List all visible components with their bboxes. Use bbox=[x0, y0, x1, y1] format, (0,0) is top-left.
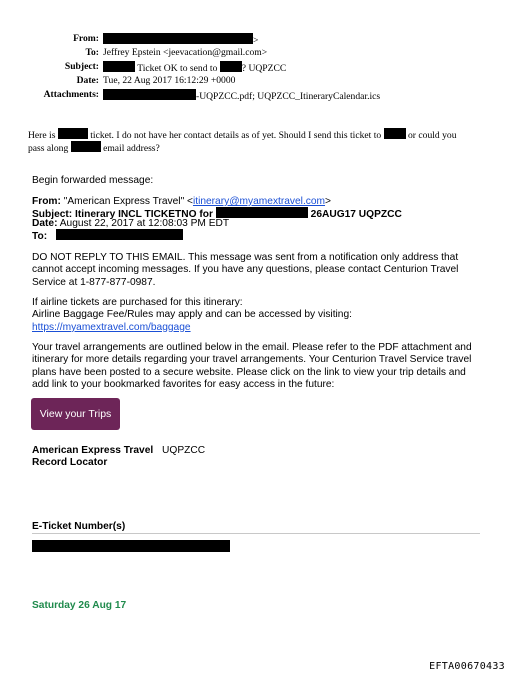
fwd-from-close: > bbox=[325, 196, 331, 207]
fwd-from-label: From: bbox=[32, 196, 61, 207]
redaction bbox=[216, 207, 308, 218]
redaction bbox=[58, 128, 88, 139]
fwd-date-value: August 22, 2017 at 12:08:03 PM EDT bbox=[59, 218, 230, 229]
redaction bbox=[103, 89, 196, 100]
redaction bbox=[32, 540, 230, 552]
locator-code: UQPZCC bbox=[162, 445, 206, 456]
fwd-from-email-link[interactable]: itinerary@myamextravel.com bbox=[192, 196, 326, 207]
eticket-number bbox=[32, 540, 230, 554]
redaction bbox=[384, 128, 406, 139]
baggage-link[interactable]: https://myamextravel.com/baggage bbox=[32, 321, 191, 333]
redaction bbox=[220, 61, 242, 72]
from-value bbox=[103, 33, 258, 46]
fwd-subject-label: Subject: bbox=[32, 209, 73, 220]
redaction bbox=[103, 61, 135, 72]
locator-label: Record Locator bbox=[32, 457, 108, 468]
note-line-2 bbox=[28, 141, 160, 154]
baggage-line-1: If airline tickets are purchased for this itinerary: bbox=[32, 297, 243, 308]
note-text: ticket. I do not have her contact details as of yet. Should I send this ticket to bbox=[90, 130, 382, 141]
itinerary-date-heading: Saturday 26 Aug 17 bbox=[32, 600, 127, 611]
date-label: Date: bbox=[76, 75, 99, 86]
document-id: EFTA00670433 bbox=[429, 661, 505, 672]
baggage-paragraph bbox=[32, 297, 482, 334]
redaction bbox=[56, 229, 183, 240]
attachments-value bbox=[103, 89, 380, 102]
to-label: To: bbox=[85, 47, 99, 58]
fwd-from-line bbox=[32, 196, 331, 207]
subject-mid: Ticket OK to send to bbox=[137, 63, 218, 74]
baggage-line-2: Airline Baggage Fee/Rules may apply and can be accessed by visiting: bbox=[32, 309, 352, 321]
divider bbox=[32, 533, 480, 534]
fwd-from-name: "American Express Travel" < bbox=[63, 196, 193, 207]
to-value: Jeffrey Epstein <jeevacation@gmail.com> bbox=[103, 47, 268, 58]
arrangements-paragraph: Your travel arrangements are outlined below in the email. Please refer to the PDF attachment and itinerary for more details regarding your travel arrangements. Your Centurion Travel Service travel plans have been posted to a secure website. Please click on the link to view your trip details and add link to your bookmarked favorites for easy access in the future: bbox=[32, 342, 472, 391]
fwd-date-label: Date: bbox=[32, 218, 58, 229]
attachments-tail: -UQPZCC.pdf; UQPZCC_ItineraryCalendar.ics bbox=[196, 91, 381, 102]
forwarded-intro: Begin forwarded message: bbox=[32, 175, 154, 186]
note-line-1 bbox=[28, 128, 457, 141]
attachments-label: Attachments: bbox=[43, 89, 99, 100]
fwd-to-label: To: bbox=[32, 231, 48, 242]
note-text: or could you bbox=[408, 130, 457, 141]
locator-agency: American Express Travel bbox=[32, 445, 154, 456]
fwd-date-line bbox=[32, 218, 229, 229]
fwd-subject-mid: Itinerary INCL TICKETNO for bbox=[75, 209, 213, 220]
fwd-to-line bbox=[32, 229, 183, 242]
subject-tail: ? UQPZCC bbox=[241, 63, 287, 74]
fwd-subject-tail: 26AUG17 UQPZCC bbox=[310, 209, 402, 220]
no-reply-paragraph: DO NOT REPLY TO THIS EMAIL. This message was sent from a notification only address that cannot accept incoming messages. If you have any questions, please contact Centurion Travel Service at 1-877-877-0987. bbox=[32, 252, 459, 288]
subject-label: Subject: bbox=[64, 61, 99, 72]
date-value: Tue, 22 Aug 2017 16:12:29 +0000 bbox=[103, 75, 236, 86]
from-tail: > bbox=[253, 35, 259, 46]
eticket-heading: E-Ticket Number(s) bbox=[32, 521, 126, 532]
note-text: Here is bbox=[28, 130, 56, 141]
redaction bbox=[103, 33, 253, 44]
subject-value bbox=[103, 61, 286, 74]
note-text: pass along bbox=[28, 143, 69, 154]
note-text: email address? bbox=[103, 143, 160, 154]
redaction bbox=[71, 141, 101, 152]
record-locator bbox=[32, 445, 205, 469]
view-trips-button[interactable]: View your Trips bbox=[31, 398, 120, 430]
from-label: From: bbox=[73, 33, 99, 44]
